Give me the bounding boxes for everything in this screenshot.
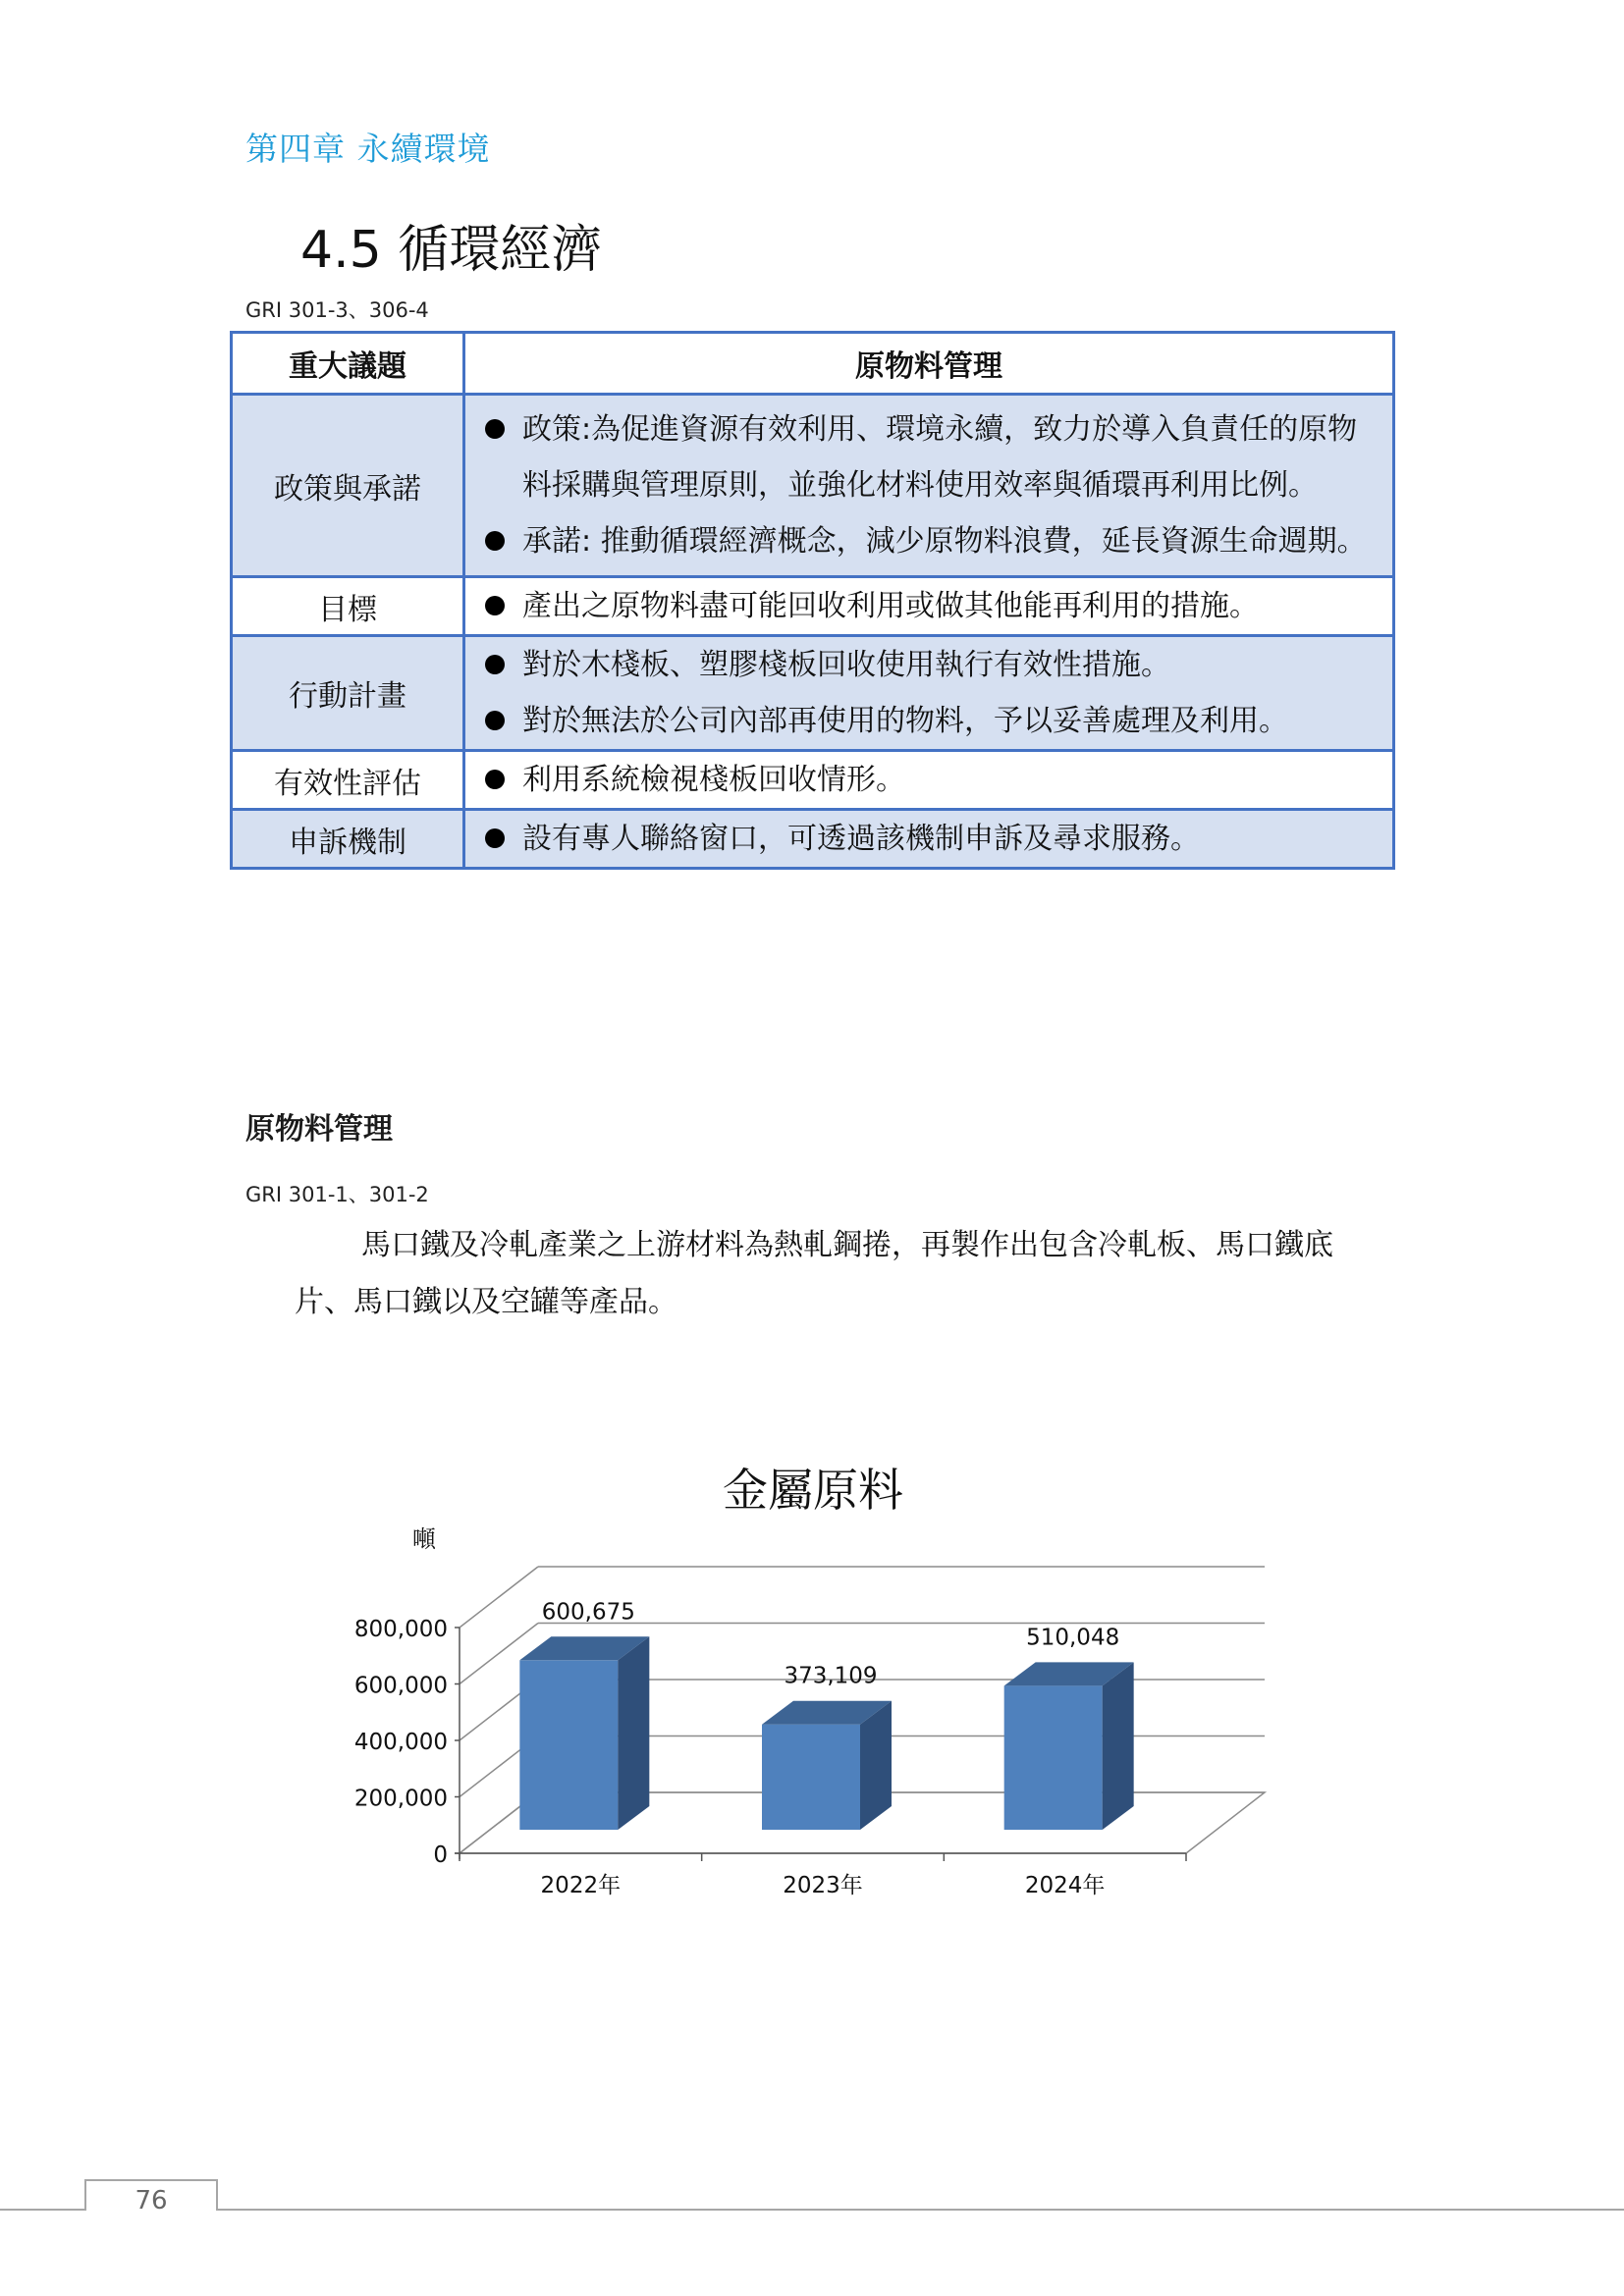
bullet-item: 設有專人聯絡窗口，可透過該機制申訴及尋求服務。	[483, 811, 1382, 867]
bar-2024年	[1004, 1662, 1134, 1830]
y-tick-label: 800,000	[353, 1617, 448, 1642]
bar-front	[519, 1660, 618, 1830]
footer-rule-right	[216, 2209, 1624, 2211]
section-title: 4.5 循環經濟	[300, 221, 603, 280]
bar-front	[1004, 1685, 1103, 1830]
data-label: 373,109	[784, 1663, 878, 1689]
bar-side	[618, 1636, 649, 1830]
materials-paragraph: 馬口鐵及冷軋產業之上游材料為熱軋鋼捲，再製作出包含冷軋板、馬口鐵底片、馬口鐵以及空罐等產品。	[295, 1228, 1333, 1319]
bar-2022年	[519, 1636, 649, 1830]
y-tick-label: 400,000	[353, 1730, 448, 1755]
row-label: 有效性評估	[232, 751, 464, 810]
table-row-goal	[232, 577, 1394, 636]
bullet-item: 承諾: 推動循環經濟概念，減少原物料浪費，延長資源生命週期。	[483, 513, 1382, 569]
bullet-item: 產出之原物料盡可能回收利用或做其他能再利用的措施。	[483, 578, 1382, 634]
page-number: 76	[135, 2186, 168, 2216]
bullet-item: 政策:為促進資源有效利用、環境永續，致力於導入負責任的原物料採購與管理原則，並強化材料使用效率與循環再利用比例。	[483, 401, 1382, 513]
footer-rule-left	[0, 2209, 84, 2211]
x-tick-label: 2022年	[540, 1873, 622, 1898]
policy-table	[230, 331, 1395, 870]
chart-title: 金屬原料	[723, 1464, 903, 1517]
gri-reference-table: GRI 301-3、306-4	[245, 298, 429, 322]
bullet-item: 對於木棧板、塑膠棧板回收使用執行有效性措施。	[483, 637, 1382, 693]
table-header-row	[232, 333, 1394, 395]
row-label: 政策與承諾	[232, 395, 464, 577]
bar-side	[1103, 1662, 1134, 1830]
table-row-policy	[232, 395, 1394, 577]
bar-front	[762, 1725, 860, 1830]
data-label: 600,675	[541, 1599, 635, 1626]
x-tick-label: 2023年	[783, 1873, 863, 1898]
y-tick-label: 600,000	[353, 1673, 448, 1699]
row-content	[464, 751, 1394, 810]
row-label: 申訴機制	[232, 810, 464, 869]
materials-heading: 原物料管理	[245, 1112, 393, 1147]
row-content	[464, 577, 1394, 636]
row-label: 目標	[232, 577, 464, 636]
row-label: 行動計畫	[232, 636, 464, 751]
gridline-side	[460, 1567, 538, 1628]
table-row-action-plan	[232, 636, 1394, 751]
metal-raw-material-chart	[295, 1443, 1326, 1934]
x-tick-label: 2024年	[1024, 1873, 1106, 1898]
row-content	[464, 636, 1394, 751]
y-axis-label: 噸	[412, 1525, 436, 1553]
header-material-topic: 重大議題	[232, 333, 464, 395]
bar-2023年	[762, 1701, 892, 1830]
table-row-effectiveness	[232, 751, 1394, 810]
bullet-item: 對於無法於公司內部再使用的物料，予以妥善處理及利用。	[483, 693, 1382, 749]
y-tick-label: 0	[433, 1842, 448, 1868]
y-tick-label: 200,000	[353, 1786, 448, 1812]
data-label: 510,048	[1026, 1625, 1120, 1651]
table-row-grievance	[232, 810, 1394, 869]
header-raw-material-management: 原物料管理	[464, 333, 1394, 395]
row-content	[464, 395, 1394, 577]
row-content	[464, 810, 1394, 869]
bullet-item: 利用系統檢視棧板回收情形。	[483, 752, 1382, 808]
gri-reference-materials: GRI 301-1、301-2	[245, 1183, 429, 1206]
chapter-heading: 第四章 永續環境	[245, 130, 491, 168]
